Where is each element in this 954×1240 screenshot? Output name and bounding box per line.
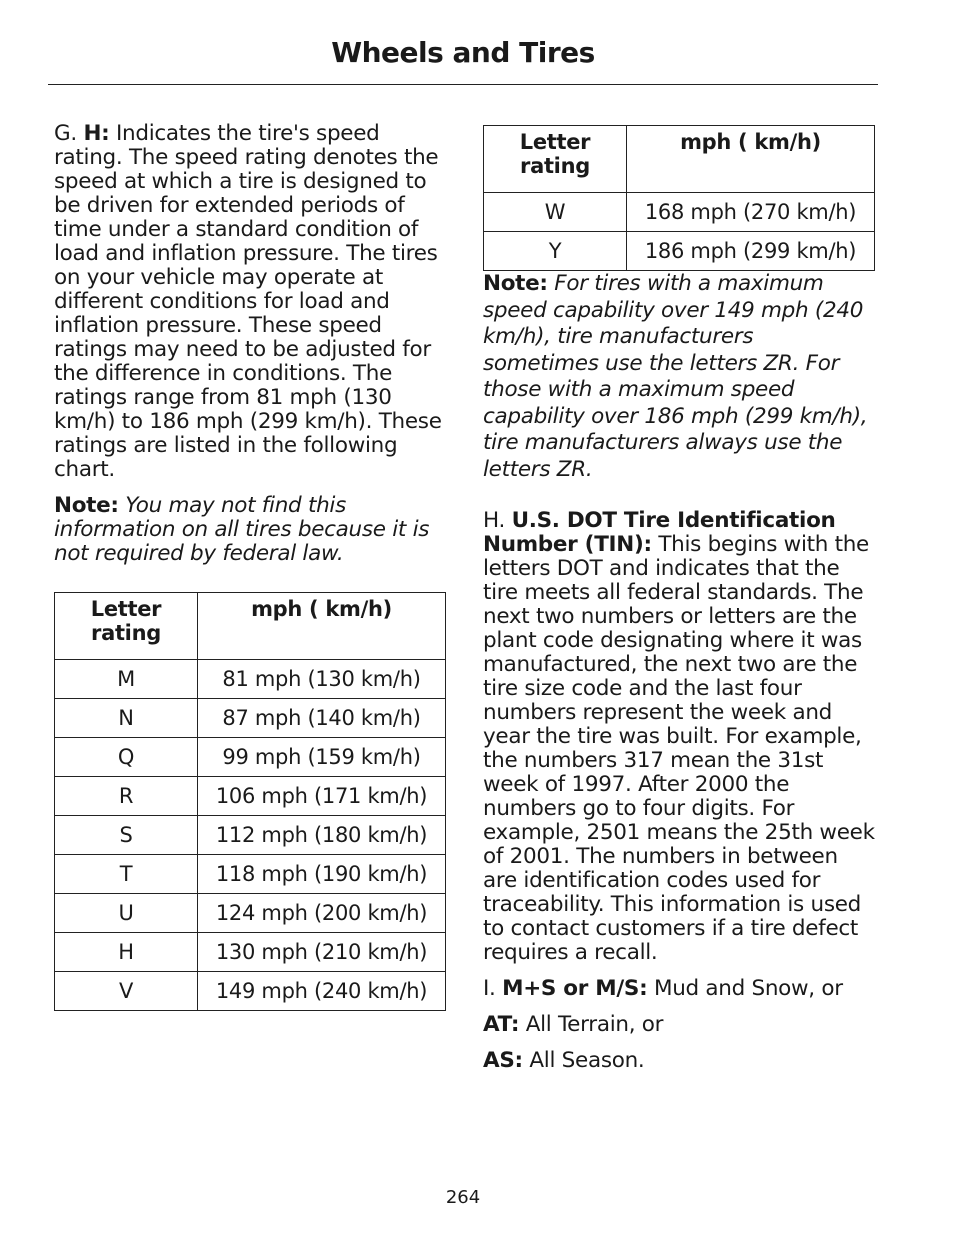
letter-cell: W bbox=[484, 193, 627, 232]
table-row bbox=[55, 699, 446, 738]
speed-cell: 81 mph (130 km/h) bbox=[198, 660, 446, 699]
letter-cell: Y bbox=[484, 232, 627, 271]
note-federal-law bbox=[54, 494, 446, 566]
all-season-line bbox=[483, 1049, 875, 1073]
mud-snow-label: M+S or M/S: bbox=[502, 976, 648, 1001]
page-title: Wheels and Tires bbox=[331, 36, 595, 69]
dot-tin-label: U.S. DOT Tire Identification Number (TIN): bbox=[483, 508, 836, 557]
speed-cell: 186 mph (299 km/h) bbox=[627, 232, 875, 271]
note-label: Note: bbox=[54, 493, 119, 518]
speed-cell: 168 mph (270 km/h) bbox=[627, 193, 875, 232]
table-row bbox=[55, 855, 446, 894]
speed-rating-table bbox=[54, 592, 446, 1011]
letter-cell: V bbox=[55, 972, 198, 1011]
table-row bbox=[484, 232, 875, 271]
left-column bbox=[54, 122, 446, 1011]
letter-cell: S bbox=[55, 816, 198, 855]
letter-cell: R bbox=[55, 777, 198, 816]
all-season-label: AS: bbox=[483, 1048, 523, 1073]
mud-snow-text: Mud and Snow, or bbox=[653, 976, 843, 1001]
all-terrain-line bbox=[483, 1013, 875, 1037]
mud-snow-line bbox=[483, 977, 875, 1001]
header-letter-rating: Letter rating bbox=[55, 593, 198, 660]
item-prefix-i: I. bbox=[483, 976, 496, 1001]
letter-cell: T bbox=[55, 855, 198, 894]
table-row bbox=[55, 894, 446, 933]
page-number: 264 bbox=[445, 1187, 481, 1208]
table-row bbox=[55, 816, 446, 855]
header-letter-rating: Letter rating bbox=[484, 126, 627, 193]
table-row bbox=[55, 738, 446, 777]
note-text: You may not find this information on all tires because it is not required by federal law. bbox=[54, 493, 430, 566]
letter-cell: N bbox=[55, 699, 198, 738]
header-speed: mph ( km/h) bbox=[627, 126, 875, 193]
all-season-text: All Season. bbox=[529, 1048, 645, 1073]
dot-tin-text: This begins with the letters DOT and indicates that the tire meets all federal standards. The next two numbers or letters are the plant code designating where it was manufactured, the next two are the tire size code and the last four numbers represent the week and year the tire was built. For example, the numbers 317 mean the 31st week of 1997. After 2000 the numbers go to four digits. For example, 2501 means the 25th week of 2001. The numbers in between are identification codes used for traceability. This information is used to contact customers if a tire defect requires a recall. bbox=[483, 532, 875, 965]
table-row bbox=[55, 972, 446, 1011]
speed-cell: 130 mph (210 km/h) bbox=[198, 933, 446, 972]
note-zr-letters bbox=[483, 271, 875, 483]
all-terrain-label: AT: bbox=[483, 1012, 520, 1037]
all-terrain-text: All Terrain, or bbox=[525, 1012, 664, 1037]
speed-cell: 118 mph (190 km/h) bbox=[198, 855, 446, 894]
item-prefix-g: G. bbox=[54, 121, 77, 146]
table-row bbox=[55, 777, 446, 816]
note-label: Note: bbox=[483, 271, 548, 296]
table-row bbox=[55, 933, 446, 972]
header-speed: mph ( km/h) bbox=[198, 593, 446, 660]
speed-rating-text: Indicates the tire's speed rating. The speed rating denotes the speed at which a tire is designed to be driven for extended periods of time under a standard condition of load and inflation pressure. The tires on your vehicle may operate at different conditions for load and inflation pressure. These speed ratings may need to be adjusted for the difference in conditions. The ratings range from 81 mph (130 km/h) to 186 mph (299 km/h). These ratings are listed in the following chart. bbox=[54, 121, 442, 482]
table-row bbox=[55, 660, 446, 699]
speed-cell: 87 mph (140 km/h) bbox=[198, 699, 446, 738]
letter-cell: M bbox=[55, 660, 198, 699]
speed-cell: 106 mph (171 km/h) bbox=[198, 777, 446, 816]
speed-rating-table-continued bbox=[483, 125, 875, 271]
right-column bbox=[483, 125, 875, 1073]
note-text: For tires with a maximum speed capability over 149 mph (240 km/h), tire manufacturers sometimes use the letters ZR. For those with a maximum speed capability over 186 mph (299 km/h), tire manufacturers always use the letters ZR. bbox=[483, 271, 868, 482]
table-row bbox=[484, 193, 875, 232]
letter-cell: Q bbox=[55, 738, 198, 777]
dot-tin-paragraph bbox=[483, 509, 875, 965]
item-prefix-h: H. bbox=[483, 508, 506, 533]
speed-cell: 124 mph (200 km/h) bbox=[198, 894, 446, 933]
table-header-row bbox=[55, 593, 446, 660]
table-header-row bbox=[484, 126, 875, 193]
speed-cell: 112 mph (180 km/h) bbox=[198, 816, 446, 855]
speed-rating-paragraph bbox=[54, 122, 446, 482]
speed-cell: 149 mph (240 km/h) bbox=[198, 972, 446, 1011]
letter-cell: U bbox=[55, 894, 198, 933]
speed-cell: 99 mph (159 km/h) bbox=[198, 738, 446, 777]
speed-rating-label: H: bbox=[83, 121, 110, 146]
title-divider bbox=[48, 84, 878, 85]
letter-cell: H bbox=[55, 933, 198, 972]
